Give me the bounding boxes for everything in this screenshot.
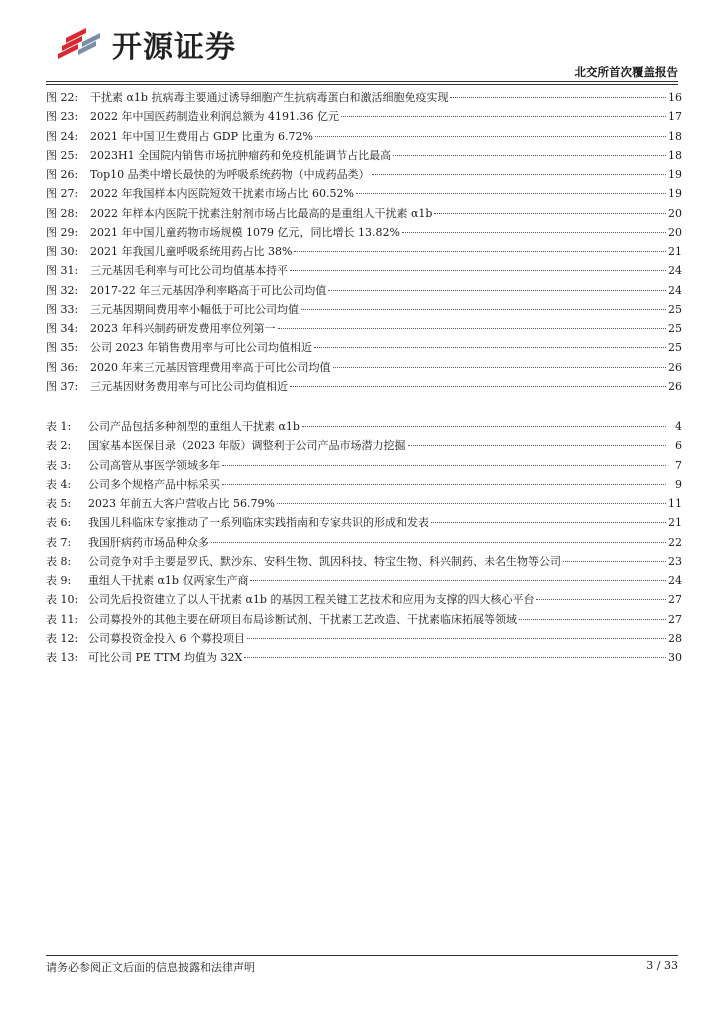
table-list bbox=[46, 417, 682, 667]
dot-leader bbox=[315, 124, 666, 137]
header-divider bbox=[46, 81, 678, 82]
entry-title: Top10 品类中增长最快的为呼吸系统药物（中成药品类） bbox=[90, 168, 370, 181]
entry-title: 三元基因财务费用率与可比公司均值相近 bbox=[90, 379, 288, 393]
dot-leader bbox=[290, 374, 666, 387]
entry-page: 28 bbox=[668, 631, 682, 645]
entry-page: 21 bbox=[668, 245, 682, 258]
dot-leader bbox=[294, 239, 666, 252]
entry-title: 公司募投资金投入 6 个募投项目 bbox=[88, 631, 245, 645]
entry-page: 22 bbox=[668, 535, 682, 549]
entry-label: 图 30: bbox=[46, 245, 79, 258]
entry-page: 7 bbox=[675, 458, 682, 472]
entry-page: 27 bbox=[668, 612, 682, 626]
dot-leader bbox=[563, 549, 666, 562]
entry-label: 图 36: bbox=[46, 360, 79, 374]
dot-leader bbox=[277, 491, 666, 504]
entry-page: 20 bbox=[668, 225, 682, 239]
entry-title: 公司多个规格产品中标采买 bbox=[88, 477, 220, 491]
entry-label: 表 13: bbox=[46, 651, 79, 664]
entry-title: 2023 年科兴制药研发费用率位列第一 bbox=[90, 322, 276, 335]
entry-title: 三元基因期间费用率小幅低于可比公司均值 bbox=[90, 302, 299, 316]
entry-page: 17 bbox=[668, 110, 682, 124]
entry-label: 图 24: bbox=[46, 129, 79, 143]
entry-label: 表 5: bbox=[46, 497, 72, 510]
entry-label: 表 12: bbox=[46, 631, 79, 645]
entry-title: 公司募投外的其他主要在研项目布局诊断试剂、干扰素工艺改造、干扰素临床拓展等领域 bbox=[88, 612, 517, 626]
entry-title: 三元基因毛利率与可比公司均值基本持平 bbox=[90, 264, 288, 278]
entry-title: 公司竞争对手主要是罗氏、默沙东、安科生物、凯因科技、特宝生物、科兴制药、未名生物等公司 bbox=[88, 554, 561, 568]
entry-label: 图 34: bbox=[46, 322, 79, 335]
entry-label: 表 3: bbox=[46, 458, 72, 472]
entry-title: 我国肝病药市场品种众多 bbox=[88, 535, 209, 549]
entry-title: 公司产品包括多种剂型的重组人干扰素 α1b bbox=[88, 420, 300, 433]
entry-page: 19 bbox=[668, 187, 682, 201]
dot-leader bbox=[222, 453, 666, 466]
entry-title: 2020 年来三元基因管理费用率高于可比公司均值 bbox=[90, 360, 331, 374]
dot-leader bbox=[393, 143, 666, 156]
entry-label: 图 25: bbox=[46, 148, 79, 162]
dot-leader bbox=[302, 414, 666, 427]
entry-title: 2021 年我国儿童呼吸系统用药占比 38% bbox=[90, 245, 293, 258]
entry-label: 表 9: bbox=[46, 574, 72, 587]
dot-leader bbox=[250, 568, 666, 581]
entry-page: 16 bbox=[668, 91, 682, 104]
entry-label: 表 8: bbox=[46, 554, 72, 568]
dot-leader bbox=[372, 162, 666, 175]
entry-page: 30 bbox=[668, 651, 682, 664]
entry-title: 2021 年中国卫生费用占 GDP 比重为 6.72% bbox=[90, 129, 313, 143]
entry-title: 2017-22 年三元基因净利率略高于可比公司均值 bbox=[90, 283, 327, 297]
entry-label: 表 10: bbox=[46, 593, 79, 607]
entry-page: 4 bbox=[675, 420, 682, 433]
entry-title: 公司高管从事医学领域多年 bbox=[88, 458, 220, 472]
page-footer bbox=[46, 959, 678, 975]
entry-title: 公司 2023 年销售费用率与可比公司均值相近 bbox=[90, 341, 312, 355]
page-number: 3 / 33 bbox=[646, 959, 678, 972]
dot-leader bbox=[222, 472, 666, 485]
entry-page: 24 bbox=[668, 574, 682, 587]
dot-leader bbox=[211, 530, 666, 543]
dot-leader bbox=[536, 587, 666, 600]
entry-title: 2022 年中国医药制造业利润总额为 4191.36 亿元 bbox=[90, 110, 339, 124]
entry-title: 国家基本医保目录（2023 年版）调整利于公司产品市场潜力挖掘 bbox=[88, 439, 406, 453]
entry-page: 9 bbox=[675, 477, 682, 491]
entry-title: 2021 年中国儿童药物市场规模 1079 亿元，同比增长 13.82% bbox=[90, 225, 400, 239]
entry-label: 图 23: bbox=[46, 110, 79, 124]
dot-leader bbox=[333, 355, 667, 368]
entry-label: 图 31: bbox=[46, 264, 79, 278]
entry-label: 表 4: bbox=[46, 477, 72, 491]
entry-page: 6 bbox=[675, 439, 682, 453]
entry-label: 表 7: bbox=[46, 535, 72, 549]
entry-page: 24 bbox=[668, 264, 682, 278]
entry-title: 公司先后投资建立了以人干扰素 α1b 的基因工程关键工艺技术和应用为支撑的四大核心平台 bbox=[88, 593, 535, 607]
entry-page: 23 bbox=[668, 554, 682, 568]
figure-toc-entry[interactable] bbox=[46, 377, 682, 396]
entry-page: 21 bbox=[668, 516, 682, 530]
entry-title: 2023 年前五大客户营收占比 56.79% bbox=[88, 497, 275, 510]
entry-page: 26 bbox=[668, 379, 682, 393]
dot-leader bbox=[244, 645, 666, 658]
dot-leader bbox=[247, 626, 666, 639]
entry-page: 18 bbox=[668, 129, 682, 143]
dot-leader bbox=[278, 316, 667, 329]
dot-leader bbox=[431, 510, 666, 523]
entry-page: 25 bbox=[668, 302, 682, 316]
entry-page: 24 bbox=[668, 283, 682, 297]
company-logo bbox=[52, 24, 236, 64]
entry-label: 表 1: bbox=[46, 420, 72, 433]
entry-label: 图 27: bbox=[46, 187, 79, 201]
entry-page: 11 bbox=[668, 497, 682, 510]
dot-leader bbox=[290, 258, 666, 271]
entry-title: 可比公司 PE TTM 均值为 32X bbox=[88, 651, 243, 664]
entry-page: 25 bbox=[668, 341, 682, 355]
brand-logo-icon bbox=[52, 24, 110, 64]
entry-page: 25 bbox=[668, 322, 682, 335]
disclaimer: 请务必参阅正文后面的信息披露和法律声明 bbox=[46, 961, 255, 974]
dot-leader bbox=[402, 220, 666, 233]
dot-leader bbox=[314, 335, 666, 348]
dot-leader bbox=[328, 278, 666, 291]
dot-leader bbox=[519, 607, 666, 620]
entry-title: 2022 年我国样本内医院短效干扰素市场占比 60.52% bbox=[90, 187, 354, 201]
entry-label: 图 33: bbox=[46, 302, 79, 316]
entry-page: 19 bbox=[668, 168, 682, 181]
figure-list bbox=[46, 88, 682, 396]
dot-leader bbox=[450, 85, 666, 98]
dot-leader bbox=[341, 104, 666, 117]
entry-label: 表 6: bbox=[46, 516, 72, 530]
dot-leader bbox=[356, 181, 666, 194]
entry-page: 27 bbox=[668, 593, 682, 607]
dot-leader bbox=[408, 433, 667, 446]
dot-leader bbox=[434, 201, 666, 214]
entry-label: 图 29: bbox=[46, 225, 79, 239]
entry-label: 图 28: bbox=[46, 206, 79, 220]
entry-title: 我国儿科临床专家推动了一系列临床实践指南和专家共识的形成和发表 bbox=[88, 516, 429, 530]
brand-name: 开源证券 bbox=[112, 30, 236, 65]
entry-label: 表 11: bbox=[46, 612, 79, 626]
entry-label: 图 32: bbox=[46, 283, 79, 297]
table-toc-entry[interactable] bbox=[46, 648, 682, 667]
entry-label: 图 22: bbox=[46, 91, 79, 104]
entry-page: 18 bbox=[668, 148, 682, 162]
entry-label: 图 26: bbox=[46, 168, 79, 181]
entry-title: 2023H1 全国院内销售市场抗肿瘤药和免疫机能调节占比最高 bbox=[90, 148, 392, 162]
entry-label: 图 37: bbox=[46, 379, 79, 393]
dot-leader bbox=[301, 297, 666, 310]
entry-title: 2022 年样本内医院干扰素注射剂市场占比最高的是重组人干扰素 α1b bbox=[90, 206, 433, 220]
entry-label: 图 35: bbox=[46, 341, 79, 355]
entry-page: 20 bbox=[668, 206, 682, 220]
entry-label: 表 2: bbox=[46, 439, 72, 453]
report-type: 北交所首次覆盖报告 bbox=[574, 65, 678, 79]
entry-title: 重组人干扰素 α1b 仅两家生产商 bbox=[88, 574, 249, 587]
entry-title: 干扰素 α1b 抗病毒主要通过诱导细胞产生抗病毒蛋白和激活细胞免疫实现 bbox=[90, 91, 449, 104]
footer-divider bbox=[46, 955, 678, 956]
entry-page: 26 bbox=[668, 360, 682, 374]
